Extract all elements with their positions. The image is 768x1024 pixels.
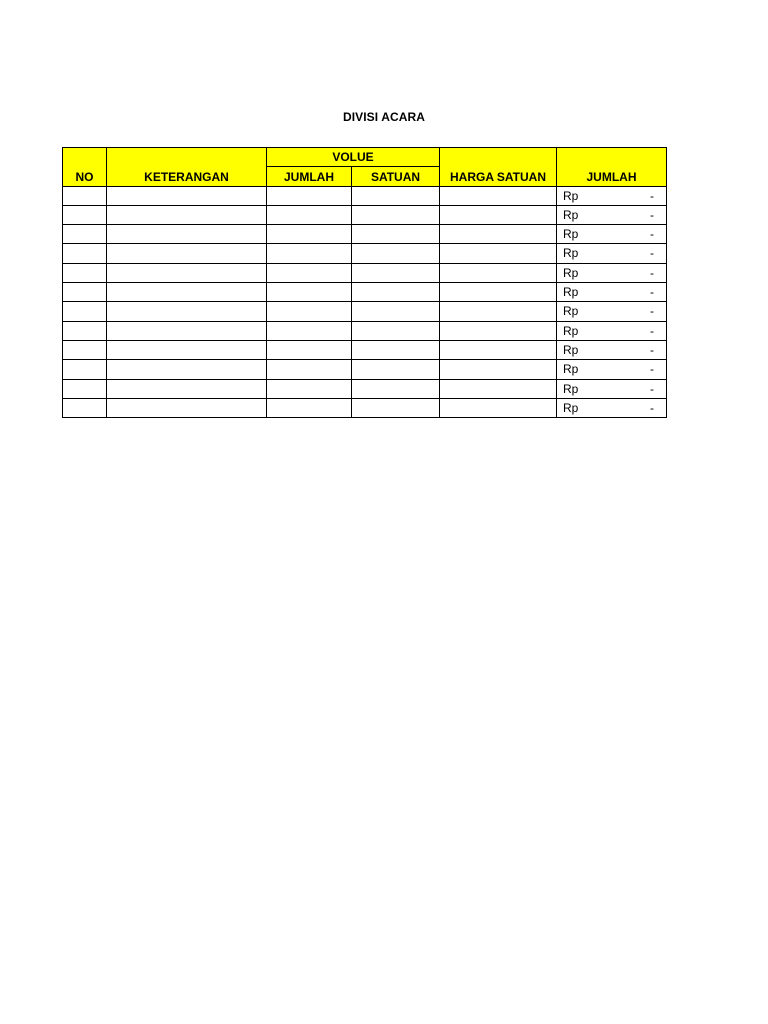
cell-keterangan [107, 302, 267, 321]
cell-jumlah [267, 225, 352, 244]
cell-keterangan [107, 225, 267, 244]
cell-harga-satuan [440, 225, 557, 244]
header-total-jumlah: JUMLAH [557, 148, 667, 187]
cell-keterangan [107, 321, 267, 340]
cell-total [557, 379, 667, 398]
table-row [63, 340, 667, 359]
table-row [63, 321, 667, 340]
cell-satuan [352, 379, 440, 398]
cell-jumlah [267, 263, 352, 282]
total-value: - [650, 342, 654, 357]
cell-satuan [352, 244, 440, 263]
currency-label: Rp [563, 342, 579, 357]
cell-keterangan [107, 360, 267, 379]
total-value: - [650, 362, 654, 377]
cell-no [63, 186, 107, 205]
table-header [63, 148, 667, 187]
currency-label: Rp [563, 285, 579, 300]
cell-jumlah [267, 283, 352, 302]
total-value: - [650, 246, 654, 261]
cell-keterangan [107, 205, 267, 224]
header-keterangan: KETERANGAN [107, 148, 267, 187]
total-value: - [650, 323, 654, 338]
cell-no [63, 225, 107, 244]
header-harga-satuan: HARGA SATUAN [440, 148, 557, 187]
cell-total [557, 283, 667, 302]
header-no: NO [63, 148, 107, 187]
total-value: - [650, 400, 654, 415]
cell-satuan [352, 225, 440, 244]
table-row [63, 205, 667, 224]
cell-no [63, 321, 107, 340]
cell-jumlah [267, 360, 352, 379]
cell-harga-satuan [440, 263, 557, 282]
cell-total [557, 205, 667, 224]
cell-satuan [352, 340, 440, 359]
cell-satuan [352, 283, 440, 302]
cell-jumlah [267, 379, 352, 398]
currency-label: Rp [563, 265, 579, 280]
table-row [63, 398, 667, 417]
cell-harga-satuan [440, 186, 557, 205]
header-row-top [63, 148, 667, 167]
cell-keterangan [107, 263, 267, 282]
cell-jumlah [267, 398, 352, 417]
currency-label: Rp [563, 400, 579, 415]
total-value: - [650, 188, 654, 203]
total-value: - [650, 381, 654, 396]
currency-label: Rp [563, 323, 579, 338]
currency-label: Rp [563, 362, 579, 377]
total-value: - [650, 207, 654, 222]
cell-satuan [352, 398, 440, 417]
cell-keterangan [107, 340, 267, 359]
budget-table [62, 147, 667, 418]
document-title: DIVISI ACARA [342, 110, 426, 124]
cell-no [63, 379, 107, 398]
cell-no [63, 340, 107, 359]
cell-total [557, 340, 667, 359]
cell-harga-satuan [440, 283, 557, 302]
cell-satuan [352, 263, 440, 282]
cell-harga-satuan [440, 205, 557, 224]
table-row [63, 379, 667, 398]
cell-harga-satuan [440, 244, 557, 263]
cell-total [557, 321, 667, 340]
table-row [63, 283, 667, 302]
header-volue-jumlah: JUMLAH [267, 167, 352, 186]
currency-label: Rp [563, 246, 579, 261]
cell-total [557, 398, 667, 417]
total-value: - [650, 304, 654, 319]
cell-total [557, 186, 667, 205]
cell-harga-satuan [440, 302, 557, 321]
table-row [63, 186, 667, 205]
cell-keterangan [107, 379, 267, 398]
cell-no [63, 283, 107, 302]
table-row [63, 225, 667, 244]
cell-satuan [352, 360, 440, 379]
table-row [63, 360, 667, 379]
currency-label: Rp [563, 227, 579, 242]
currency-label: Rp [563, 188, 579, 203]
header-volue-satuan: SATUAN [352, 167, 440, 186]
cell-total [557, 360, 667, 379]
cell-satuan [352, 302, 440, 321]
cell-jumlah [267, 340, 352, 359]
table-row [63, 302, 667, 321]
total-value: - [650, 285, 654, 300]
currency-label: Rp [563, 207, 579, 222]
header-volue: VOLUE [267, 148, 440, 167]
cell-no [63, 244, 107, 263]
cell-satuan [352, 321, 440, 340]
table-row [63, 244, 667, 263]
cell-jumlah [267, 186, 352, 205]
cell-keterangan [107, 283, 267, 302]
currency-label: Rp [563, 381, 579, 396]
cell-jumlah [267, 244, 352, 263]
cell-satuan [352, 186, 440, 205]
cell-total [557, 225, 667, 244]
cell-keterangan [107, 186, 267, 205]
total-value: - [650, 227, 654, 242]
table-body [63, 186, 667, 418]
cell-no [63, 205, 107, 224]
cell-total [557, 302, 667, 321]
currency-label: Rp [563, 304, 579, 319]
table-row [63, 263, 667, 282]
cell-harga-satuan [440, 340, 557, 359]
total-value: - [650, 265, 654, 280]
cell-no [63, 398, 107, 417]
cell-jumlah [267, 205, 352, 224]
cell-no [63, 302, 107, 321]
cell-jumlah [267, 302, 352, 321]
cell-harga-satuan [440, 360, 557, 379]
cell-keterangan [107, 244, 267, 263]
cell-harga-satuan [440, 379, 557, 398]
cell-total [557, 244, 667, 263]
cell-harga-satuan [440, 321, 557, 340]
cell-total [557, 263, 667, 282]
cell-harga-satuan [440, 398, 557, 417]
cell-jumlah [267, 321, 352, 340]
cell-no [63, 263, 107, 282]
cell-keterangan [107, 398, 267, 417]
cell-no [63, 360, 107, 379]
cell-satuan [352, 205, 440, 224]
